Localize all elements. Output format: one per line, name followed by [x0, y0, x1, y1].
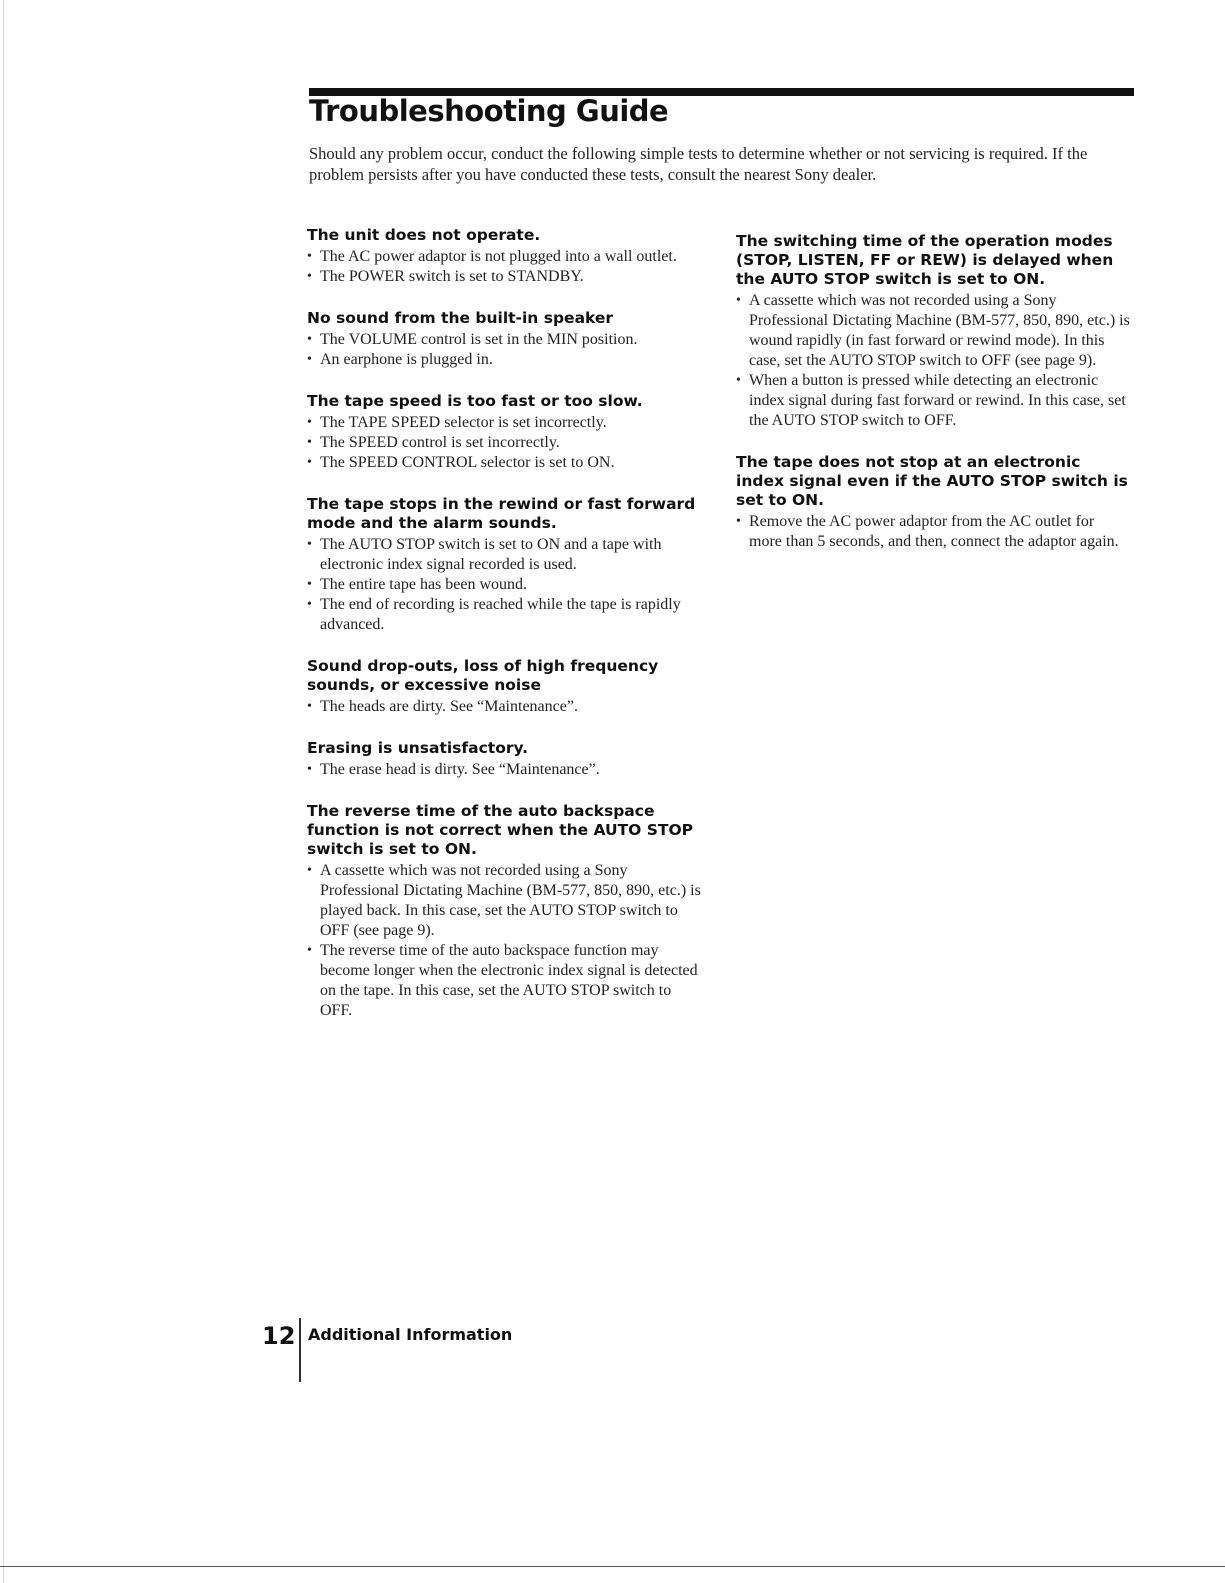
troubleshoot-section — [307, 392, 702, 473]
troubleshoot-section — [307, 226, 702, 287]
section-heading: The switching time of the operation modes (STOP, LISTEN, FF or REW) is delayed when the AUTO STOP switch is set to ON. — [736, 232, 1114, 288]
list-item: • A cassette which was not recorded using a Sony Professional Dictating Machine (BM-577, 850, 890, etc.) is played back. In this case, set the AUTO STOP switch to OFF (see page 9). — [307, 861, 702, 941]
troubleshoot-section — [307, 802, 702, 1021]
scan-edge — [3, 0, 4, 1583]
list-item: • The erase head is dirty. See “Maintenance”. — [307, 760, 702, 780]
section-heading: The tape stops in the rewind or fast forward mode and the alarm sounds. — [307, 495, 696, 532]
troubleshoot-section — [307, 739, 702, 780]
section-heading: Erasing is unsatisfactory. — [307, 739, 529, 757]
troubleshoot-section — [307, 495, 702, 635]
section-heading: Sound drop-outs, loss of high frequency sounds, or excessive noise — [307, 657, 659, 694]
list-item: • The SPEED control is set incorrectly. — [307, 433, 702, 453]
list-item: • The heads are dirty. See “Maintenance”. — [307, 697, 702, 717]
footer-divider — [299, 1318, 301, 1382]
list-item: • When a button is pressed while detecting an electronic index signal during fast forward or rewind. In this case, set the AUTO STOP switch to OFF. — [736, 371, 1131, 431]
page-number: 12 — [262, 1322, 296, 1350]
list-item: • The VOLUME control is set in the MIN position. — [307, 330, 702, 350]
page-bottom-edge — [0, 1566, 1225, 1567]
cause-list — [736, 512, 1131, 552]
section-heading: The unit does not operate. — [307, 226, 541, 244]
cause-list — [736, 291, 1131, 431]
list-item: • The entire tape has been wound. — [307, 575, 702, 595]
list-item: • The AC power adaptor is not plugged into a wall outlet. — [307, 247, 702, 267]
cause-list — [307, 413, 702, 473]
list-item: • The POWER switch is set to STANDBY. — [307, 267, 702, 287]
page-title: Troubleshooting Guide — [309, 94, 669, 128]
section-heading: The reverse time of the auto backspace function is not correct when the AUTO STOP switch is set to ON. — [307, 802, 694, 858]
troubleshoot-section — [307, 657, 702, 717]
right-column — [736, 232, 1131, 574]
cause-list — [307, 535, 702, 635]
cause-list — [307, 760, 702, 780]
troubleshoot-section — [736, 232, 1131, 431]
list-item: • A cassette which was not recorded using a Sony Professional Dictating Machine (BM-577, 850, 890, etc.) is wound rapidly (in fast forward or rewind mode). In this case, set the AUTO STOP switch to OFF (see page 9). — [736, 291, 1131, 371]
intro-paragraph: Should any problem occur, conduct the following simple tests to determine whether or not servicing is required. If the problem persists after you have conducted these tests, consult the nearest Sony dealer. — [309, 144, 1088, 184]
list-item: • An earphone is plugged in. — [307, 350, 702, 370]
list-item: • The AUTO STOP switch is set to ON and a tape with electronic index signal recorded is used. — [307, 535, 702, 575]
section-heading: No sound from the built-in speaker — [307, 309, 614, 327]
footer-section-label: Additional Information — [308, 1325, 513, 1344]
section-heading: The tape does not stop at an electronic index signal even if the AUTO STOP switch is set to ON. — [736, 453, 1128, 509]
left-column — [307, 226, 702, 1043]
cause-list — [307, 697, 702, 717]
list-item: • Remove the AC power adaptor from the AC outlet for more than 5 seconds, and then, connect the adaptor again. — [736, 512, 1131, 552]
troubleshoot-section — [736, 453, 1131, 552]
list-item: • The end of recording is reached while the tape is rapidly advanced. — [307, 595, 702, 635]
list-item: • The SPEED CONTROL selector is set to ON. — [307, 453, 702, 473]
cause-list — [307, 861, 702, 1021]
troubleshoot-section — [307, 309, 702, 370]
section-heading: The tape speed is too fast or too slow. — [307, 392, 643, 410]
cause-list — [307, 247, 702, 287]
cause-list — [307, 330, 702, 370]
list-item: • The reverse time of the auto backspace function may become longer when the electronic index signal is detected on the tape. In this case, set the AUTO STOP switch to OFF. — [307, 941, 702, 1021]
list-item: • The TAPE SPEED selector is set incorrectly. — [307, 413, 702, 433]
